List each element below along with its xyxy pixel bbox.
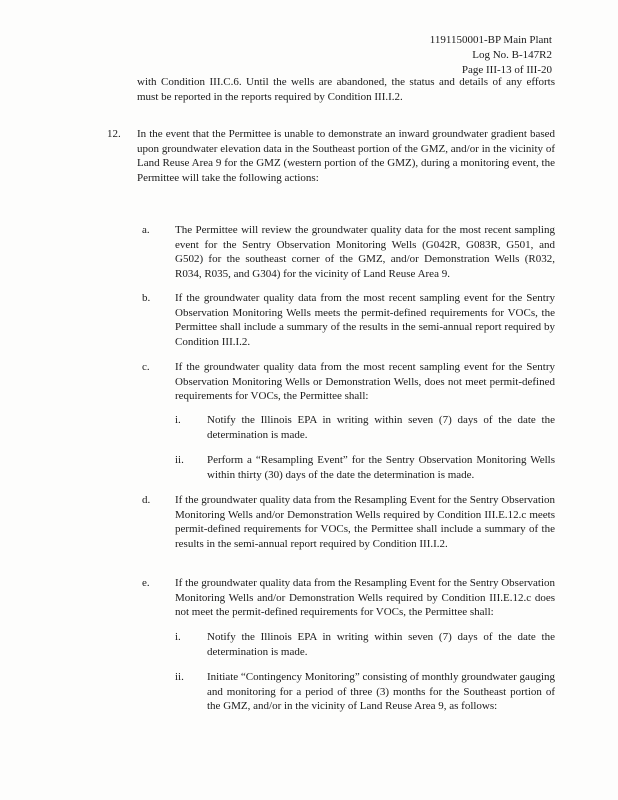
subitem-e-i-text: Notify the Illinois EPA in writing within seven (7) days of the date the determination is made. bbox=[207, 631, 555, 658]
subitem-e-ii-text: Initiate “Contingency Monitoring” consisting of monthly groundwater gauging and monitoring for a period of three (3) months for the Southeast portion of the GMZ, and/or in the vicinity of Land Reuse Area 9, as follows: bbox=[207, 671, 555, 712]
item-12-number: 12. bbox=[107, 128, 121, 140]
subitem-c-i-text: Notify the Illinois EPA in writing within seven (7) days of the date the determination is made. bbox=[207, 414, 555, 441]
subitem-c-ii-text: Perform a “Resampling Event” for the Sentry Observation Monitoring Wells within thirty (30) days of the date the determination is made. bbox=[207, 454, 555, 481]
header-facility-id: 1191150001-BP Main Plant bbox=[429, 34, 552, 46]
header-log-number: Log No. B-147R2 bbox=[472, 49, 552, 61]
subitem-b-marker: b. bbox=[142, 292, 151, 304]
subitem-e-text: If the groundwater quality data from the Resampling Event for the Sentry Observation Monitoring Wells and/or Demonstration Wells required by Condition III.E.12.c does not meet the permit-defined requirements for VOCs, the Permittee shall: bbox=[175, 577, 556, 618]
subitem-e-ii-marker: ii. bbox=[175, 671, 184, 683]
subitem-a-text: The Permittee will review the groundwater quality data for the most recent sampling event for the Sentry Observation Monitoring Wells (G042R, G083R, G501, and G502) for the southeast corner of the GMZ, and/or Demonstration Wells (R032, R034, R035, and G304) for the vicinity of Land Reuse Area 9. bbox=[175, 224, 555, 280]
subitem-b-text: If the groundwater quality data from the most recent sampling event for the Sentry Observation Monitoring Wells meets the permit-defined requirements for VOCs, the Permittee shall include a summary of the results in the semi-annual report required by Condition III.I.2. bbox=[175, 292, 555, 348]
page-header bbox=[430, 33, 552, 78]
subitem-e-i-marker: i. bbox=[175, 631, 181, 643]
header-page-number: Page III-13 of III-20 bbox=[461, 64, 552, 76]
subitem-d-text: If the groundwater quality data from the Resampling Event for the Sentry Observation Monitoring Wells and/or Demonstration Wells required by Condition III.E.12.c meets permit-defined requirements for VOCs, the Permittee shall include a summary of the results in the semi-annual report required by Condition III.I.2. bbox=[175, 494, 556, 550]
subitem-e-marker: e. bbox=[142, 577, 150, 589]
item-12-text: In the event that the Permittee is unable to demonstrate an inward groundwater gradient based upon groundwater elevation data in the Southeast portion of the GMZ, and/or in the vicinity of Land Reuse Area 9 for the GMZ (western portion of the GMZ), during a monitoring event, the Permittee will take the following actions: bbox=[137, 128, 555, 184]
subitem-a-marker: a. bbox=[142, 224, 150, 236]
subitem-c-i-marker: i. bbox=[175, 414, 181, 426]
subitem-c-marker: c. bbox=[142, 361, 150, 373]
subitem-d-marker: d. bbox=[142, 494, 151, 506]
continuation-paragraph: with Condition III.C.6. Until the wells are abandoned, the status and details of any efforts must be reported in the reports required by Condition III.I.2. bbox=[137, 76, 555, 103]
subitem-c-ii-marker: ii. bbox=[175, 454, 184, 466]
subitem-c-text: If the groundwater quality data from the most recent sampling event for the Sentry Observation Monitoring Wells or Demonstration Wells, does not meet permit-defined requirements for VOCs, the Permittee shall: bbox=[175, 361, 555, 402]
